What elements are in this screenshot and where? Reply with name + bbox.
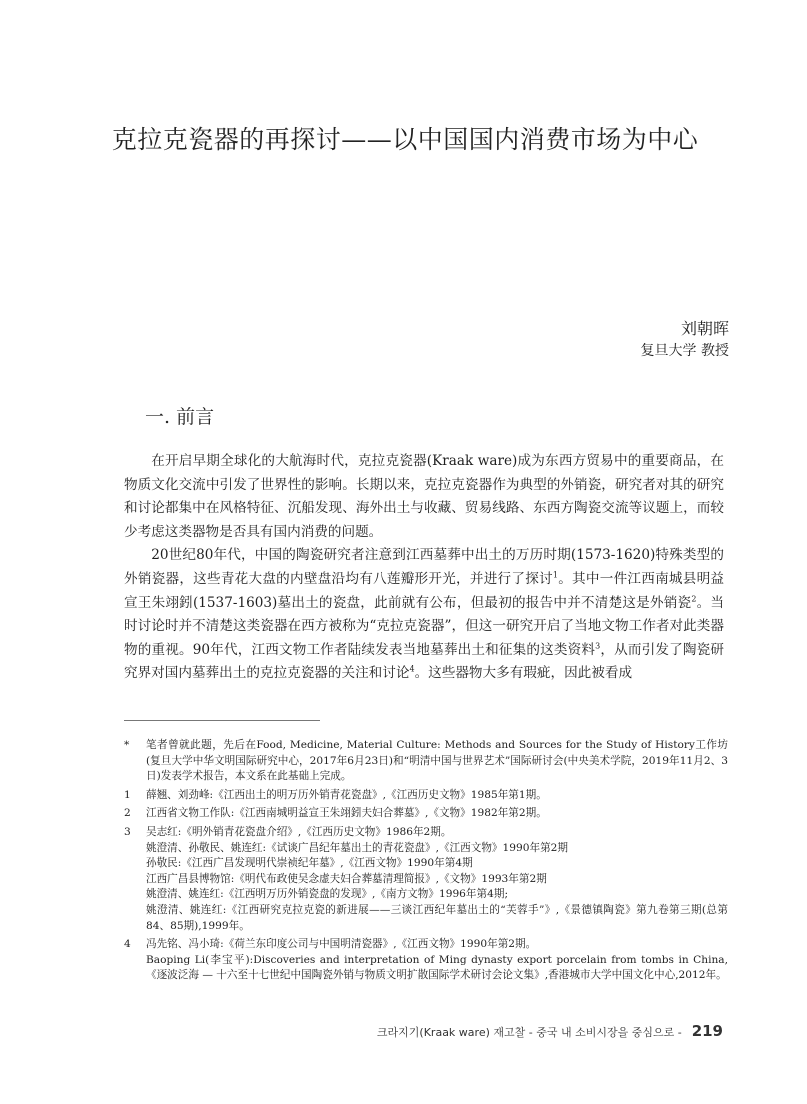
footnote-text: 江西广昌县博物馆:《明代布政使吴念虚夫妇合葬墓清理简报》,《文物》1993年第2期 xyxy=(146,872,547,885)
footnote-reference[interactable]: 4 xyxy=(409,664,415,674)
footnote-number: * xyxy=(124,739,130,751)
footnote-number: 4 xyxy=(124,938,131,951)
body-text xyxy=(124,450,724,686)
footnote-number: 3 xyxy=(124,825,131,838)
author-affiliation: 复旦大学 教授 xyxy=(640,343,729,359)
footnote-number: 1 xyxy=(124,788,131,801)
paragraph-text: 。其中一件江西南城县明益宣王朱翊鈏(1537-1603)墓出土的瓷盘，此前就有公布，但最初的报告中并不清楚这是外销瓷 xyxy=(124,570,725,611)
footnote-text: 笔者曾就此题，先后在Food, Medicine, Material Culture: Methods and Sources for the Study of History工作坊(复旦大学中华文明国际研究中心，2017年6月23日)和“明清中国与世界艺术”国际研讨会(中央美术学院，2019年11月2、3日)发表学术报告，本文系在此基础上完成。 xyxy=(146,739,728,783)
footnote-text: 冯先铭、冯小琦:《荷兰东印度公司与中国明清瓷器》,《江西文物》1990年第2期。 xyxy=(146,938,537,951)
paragraph-text: 在开启早期全球化的大航海时代，克拉克瓷器(Kraak ware)成为东西方贸易中的重要商品，在物质文化交流中引发了世界性的影响。长期以来，克拉克瓷器作为典型的外销瓷，研究者对其的研究和讨论都集中在风格特征、沉船发现、海外出土与收藏、贸易线路、东西方陶瓷交流等议题上，而较少考虑这类器物是否具有国内消费的问题。 xyxy=(124,453,724,540)
page-number: 219 xyxy=(691,1022,723,1040)
author-name: 刘朝晖 xyxy=(680,319,729,338)
footnote-item xyxy=(124,806,728,822)
paragraph-text: 。当时讨论时并不清楚这类瓷器在西方被称为“克拉克瓷器”，但这一研究开启了当地文物工作者对此类器物的重视。90年代，江西文物工作者陆续发表当地墓葬出土和征集的这类资料 xyxy=(124,594,725,658)
footnote-reference[interactable]: 1 xyxy=(552,570,558,580)
footnote-number: 2 xyxy=(124,807,131,820)
footnote-item xyxy=(124,825,728,934)
page-footer xyxy=(377,1022,723,1040)
footnote-text: 吴志红:《明外销青花瓷盘介绍》,《江西历史文物》1986年2期。 xyxy=(146,825,452,838)
footnote-text: 薛翘、刘劲峰:《江西出土的明万历外销青花瓷盘》,《江西历史文物》1985年第1期。 xyxy=(146,788,547,801)
footnote-reference[interactable]: 3 xyxy=(595,641,601,651)
section-heading: 一. 前言 xyxy=(145,406,215,428)
footnotes xyxy=(124,738,728,987)
footnote-text: 姚澄清、姚连红:《江西明万历外销瓷盘的发现》,《南方文物》1996年第4期; xyxy=(146,888,509,901)
footnote-reference[interactable]: 2 xyxy=(691,594,697,604)
footnote-item xyxy=(124,738,728,785)
paragraph-text: ，从而引发了陶瓷研究界对国内墓葬出土的克拉克瓷器的关注和讨论 xyxy=(124,641,725,682)
footnote-text: 江西省文物工作队:《江西南城明益宣王朱翊鈏夫妇合葬墓》,《文物》1982年第2期。 xyxy=(146,807,547,820)
footnote-text: 姚澄清、孙敬民、姚连红:《试谈广昌纪年墓出土的青花瓷盘》,《江西文物》1990年第2期 xyxy=(146,841,569,854)
footnote-text: 孙敬民:《江西广昌发现明代崇祯纪年墓》,《江西文物》1990年第4期 xyxy=(146,857,473,870)
article-title: 克拉克瓷器的再探讨——以中国国内消费市场为中心 xyxy=(111,125,699,154)
footnote-text: 姚澄清、姚连红:《江西研究克拉克瓷的新进展——三谈江西纪年墓出土的“芙蓉手”》,《景德镇陶瓷》第九卷第三期(总第84、85期),1999年。 xyxy=(146,903,728,932)
running-title: 크라지기(Kraak ware) 재고찰 - 중국 내 소비시장을 중심으로 - xyxy=(376,1026,682,1039)
paragraph-text: 。这些器物大多有瑕疵，因此被看成 xyxy=(414,665,633,682)
footnote-item xyxy=(124,788,728,804)
body-paragraph xyxy=(124,544,724,686)
paragraph-text: 20世纪80年代，中国的陶瓷研究者注意到江西墓葬中出土的万历时期(1573-1620)特殊类型的外销瓷器，这些青花大盘的内壁盘沿均有八莲瓣形开光，并进行了探讨 xyxy=(124,547,724,587)
footnote-divider xyxy=(124,720,320,721)
footnote-item xyxy=(124,937,728,984)
body-paragraph xyxy=(124,450,724,544)
footnote-text: Baoping Li(李宝平):Discoveries and interpretation of Ming dynasty export porcelain from tombs in China,《逐波泛海 — 十六至十七世纪中国陶瓷外销与物质文明扩散国际学术研讨会论文集》,香港城市大学中国文化中心,2012年。 xyxy=(146,953,728,982)
